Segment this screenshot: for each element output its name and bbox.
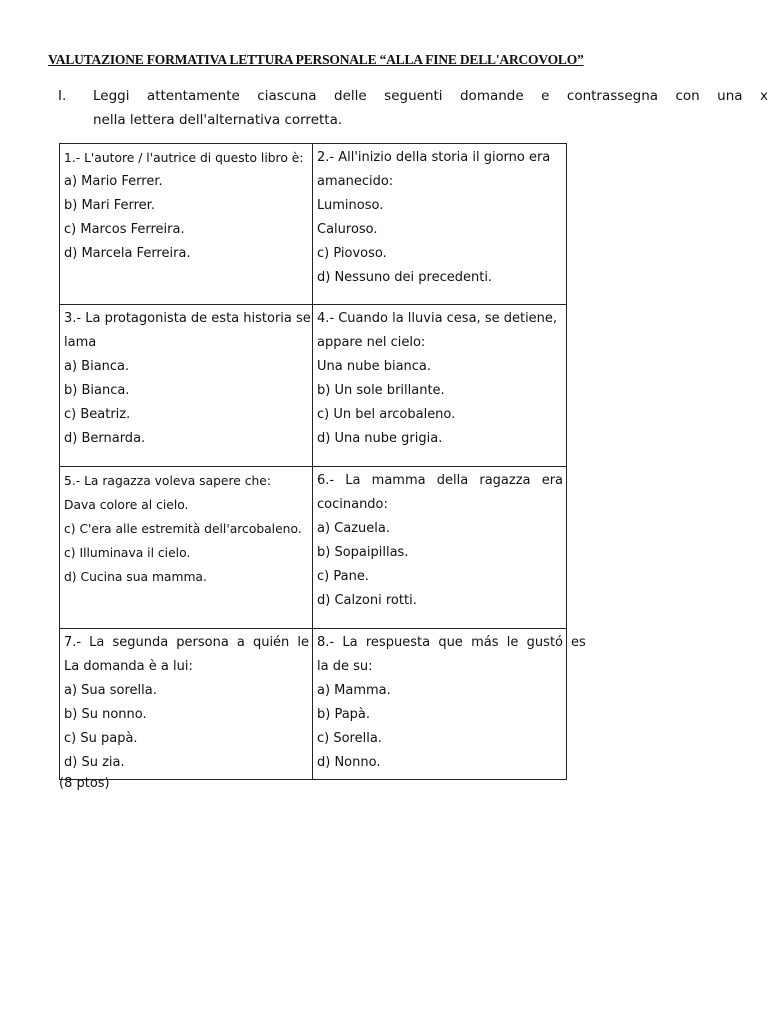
table-row bbox=[60, 467, 567, 629]
question-2-option-b[interactable]: Caluroso. bbox=[317, 222, 378, 237]
question-7-option-c[interactable]: c) Su papà. bbox=[64, 731, 138, 746]
instruction-numeral: I. bbox=[58, 88, 67, 104]
question-3-option-b[interactable]: b) Bianca. bbox=[64, 383, 130, 398]
question-7-text-cont: La domanda è a lui: bbox=[64, 659, 193, 674]
question-2-text-cont: amanecido: bbox=[317, 174, 394, 189]
question-4-text-cont: appare nel cielo: bbox=[317, 335, 426, 350]
question-3-option-c[interactable]: c) Beatriz. bbox=[64, 407, 131, 422]
instruction-line-1: Leggi attentamente ciascuna delle seguenti domande e contrassegna con una x bbox=[93, 88, 768, 104]
question-1-cell bbox=[60, 144, 313, 305]
question-6-option-b[interactable]: b) Sopaipillas. bbox=[317, 545, 409, 560]
question-8-option-b[interactable]: b) Papà. bbox=[317, 707, 371, 722]
points-label: (8 ptos) bbox=[59, 776, 110, 791]
question-2-cell bbox=[313, 144, 567, 305]
question-3-option-d[interactable]: d) Bernarda. bbox=[64, 431, 146, 446]
question-4-option-d[interactable]: d) Una nube grigia. bbox=[317, 431, 443, 446]
question-8-cell bbox=[313, 629, 567, 780]
question-8-text: 8.- La respuesta que más le gustó bbox=[317, 635, 563, 650]
question-2-option-c[interactable]: c) Piovoso. bbox=[317, 246, 387, 261]
question-4-option-b[interactable]: b) Un sole brillante. bbox=[317, 383, 445, 398]
question-1-option-c[interactable]: c) Marcos Ferreira. bbox=[64, 222, 185, 237]
page-title: VALUTAZIONE FORMATIVA LETTURA PERSONALE “ALLA FINE DELL'ARCOVOLO” bbox=[48, 52, 584, 67]
question-8-option-a[interactable]: a) Mamma. bbox=[317, 683, 391, 698]
question-2-text: 2.- All'inizio della storia il giorno era bbox=[317, 150, 551, 165]
question-7-option-b[interactable]: b) Su nonno. bbox=[64, 707, 147, 722]
question-2-option-a[interactable]: Luminoso. bbox=[317, 198, 384, 213]
question-4-text: 4.- Cuando la lluvia cesa, se detiene, bbox=[317, 311, 558, 326]
table-row bbox=[60, 305, 567, 467]
question-8-option-c[interactable]: c) Sorella. bbox=[317, 731, 382, 746]
question-3-cell bbox=[60, 305, 313, 467]
table-row bbox=[60, 629, 567, 780]
question-6-option-c[interactable]: c) Pane. bbox=[317, 569, 369, 584]
question-7-option-d[interactable]: d) Su zia. bbox=[64, 755, 125, 770]
question-5-option-c[interactable]: c) Illuminava il cielo. bbox=[64, 546, 191, 560]
question-4-option-c[interactable]: c) Un bel arcobaleno. bbox=[317, 407, 456, 422]
question-1-option-b[interactable]: b) Mari Ferrer. bbox=[64, 198, 155, 213]
question-8-text-cont: la de su: bbox=[317, 659, 373, 674]
question-7-text: 7.- La segunda persona a quién le bbox=[64, 635, 309, 650]
question-1-option-a[interactable]: a) Mario Ferrer. bbox=[64, 174, 163, 189]
question-7-cell bbox=[60, 629, 313, 780]
question-2-option-d[interactable]: d) Nessuno dei precedenti. bbox=[317, 270, 493, 285]
question-3-text-cont: lama bbox=[64, 335, 97, 350]
question-5-option-d[interactable]: d) Cucina sua mamma. bbox=[64, 570, 207, 584]
question-6-text: 6.- La mamma della ragazza era bbox=[317, 473, 563, 488]
question-3-option-a[interactable]: a) Bianca. bbox=[64, 359, 130, 374]
question-table bbox=[59, 143, 567, 780]
question-6-cell bbox=[313, 467, 567, 629]
question-3-text: 3.- La protagonista de esta historia se bbox=[64, 311, 311, 326]
question-5-option-a[interactable]: Dava colore al cielo. bbox=[64, 498, 189, 512]
question-6-text-cont: cocinando: bbox=[317, 497, 388, 512]
question-6-option-d[interactable]: d) Calzoni rotti. bbox=[317, 593, 417, 608]
table-row bbox=[60, 144, 567, 305]
instruction-line-2: nella lettera dell'alternativa corretta. bbox=[93, 112, 343, 128]
question-5-cell bbox=[60, 467, 313, 629]
question-7-option-a[interactable]: a) Sua sorella. bbox=[64, 683, 157, 698]
question-6-option-a[interactable]: a) Cazuela. bbox=[317, 521, 390, 536]
question-5-option-b[interactable]: c) C'era alle estremità dell'arcobaleno. bbox=[64, 522, 302, 536]
question-4-option-a[interactable]: Una nube bianca. bbox=[317, 359, 432, 374]
question-8-overflow-text: es bbox=[571, 635, 586, 650]
question-8-option-d[interactable]: d) Nonno. bbox=[317, 755, 381, 770]
question-5-text: 5.- La ragazza voleva sapere che: bbox=[64, 474, 271, 488]
question-4-cell bbox=[313, 305, 567, 467]
question-1-text: 1.- L'autore / l'autrice di questo libro è: bbox=[64, 151, 304, 165]
question-1-option-d[interactable]: d) Marcela Ferreira. bbox=[64, 246, 191, 261]
